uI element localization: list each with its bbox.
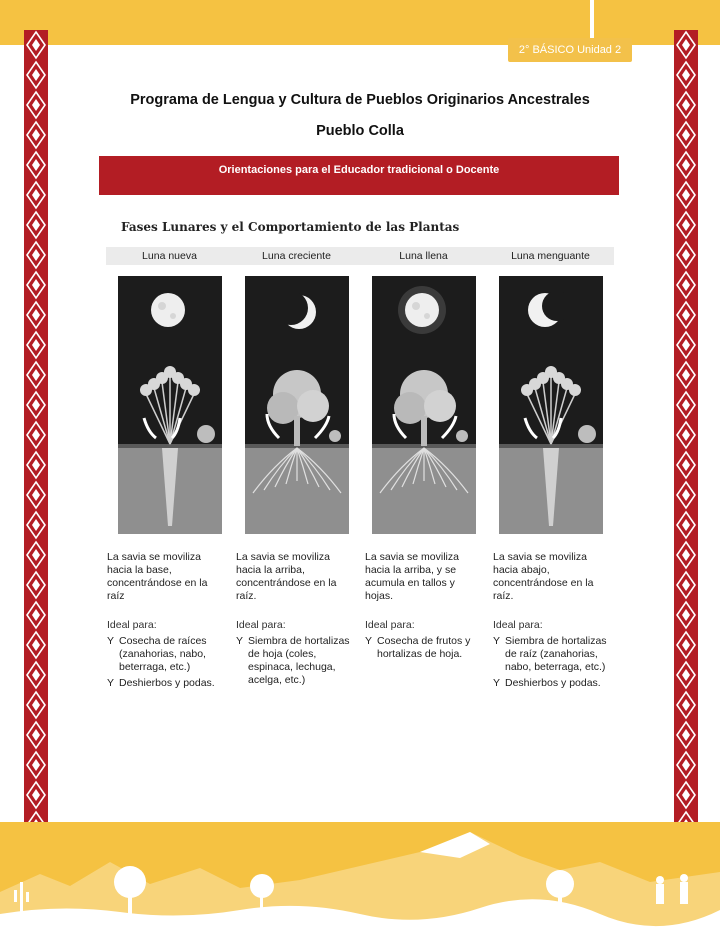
ideal-for-label: Ideal para: — [107, 619, 157, 631]
bullet-icon: Y — [107, 635, 115, 647]
phase-name-waning: Luna menguante — [511, 250, 590, 262]
ideal-for-label: Ideal para: — [365, 619, 415, 631]
phase-description-full — [365, 551, 483, 661]
sap-description: La savia se moviliza hacia la arriba, y se acumula en tallos y hojas. — [365, 551, 459, 602]
phase-description-new-moon — [107, 551, 225, 690]
phase-name-full: Luna llena — [399, 250, 448, 262]
phase-description-waxing — [236, 551, 354, 687]
bullet-icon: Y — [493, 677, 501, 689]
phase-name-new-moon: Luna nueva — [142, 250, 197, 262]
phase-illustration-waning — [499, 276, 603, 534]
andean-landscape-footer — [0, 822, 720, 932]
left-textile-border — [24, 30, 48, 842]
bullet-icon: Y — [493, 635, 501, 647]
right-textile-border — [674, 30, 698, 842]
sap-description: La savia se moviliza hacia abajo, concentrándose en la raíz. — [493, 551, 594, 602]
list-item: Y Cosecha de raíces (zanahorias, nabo, beterraga, etc.) — [107, 635, 207, 673]
list-item: Y Deshierbos y podas. — [107, 677, 215, 689]
section-title: Fases Lunares y el Comportamiento de las Plantas — [121, 220, 460, 234]
list-item: Y Siembra de hortalizas de raíz (zanahorias, nabo, beterraga, etc.) — [493, 635, 607, 673]
phase-illustration-full — [372, 276, 476, 534]
bullet-icon: Y — [107, 677, 115, 689]
bullet-icon: Y — [365, 635, 373, 647]
page-subtitle: Pueblo Colla — [316, 123, 404, 139]
bullet-icon: Y — [236, 635, 244, 647]
moon-icon — [405, 293, 439, 327]
moon-icon — [151, 293, 185, 327]
ideal-for-label: Ideal para: — [236, 619, 286, 631]
sap-description: La savia se moviliza hacia la arriba, concentrándose en la raíz. — [236, 551, 337, 602]
badge-notch — [590, 0, 594, 38]
phase-header-row — [106, 247, 614, 265]
phase-illustration-new-moon — [118, 276, 222, 534]
ideal-for-label: Ideal para: — [493, 619, 543, 631]
guidance-banner: Orientaciones para el Educador tradicional o Docente — [99, 156, 619, 195]
grade-unit-badge: 2° BÁSICO Unidad 2 — [508, 38, 632, 62]
phase-description-waning — [493, 551, 611, 690]
list-item: Y Siembra de hortalizas de hoja (coles, espinaca, lechuga, acelga, etc.) — [236, 635, 350, 686]
phase-illustration-waxing — [245, 276, 349, 534]
page-title: Programa de Lengua y Cultura de Pueblos Originarios Ancestrales — [130, 92, 590, 108]
sap-description: La savia se moviliza hacia la base, concentrándose en la raíz — [107, 551, 208, 602]
list-item: Y Deshierbos y podas. — [493, 677, 601, 689]
phase-name-waxing: Luna creciente — [262, 250, 331, 262]
list-item: Y Cosecha de frutos y hortalizas de hoja. — [365, 635, 471, 660]
